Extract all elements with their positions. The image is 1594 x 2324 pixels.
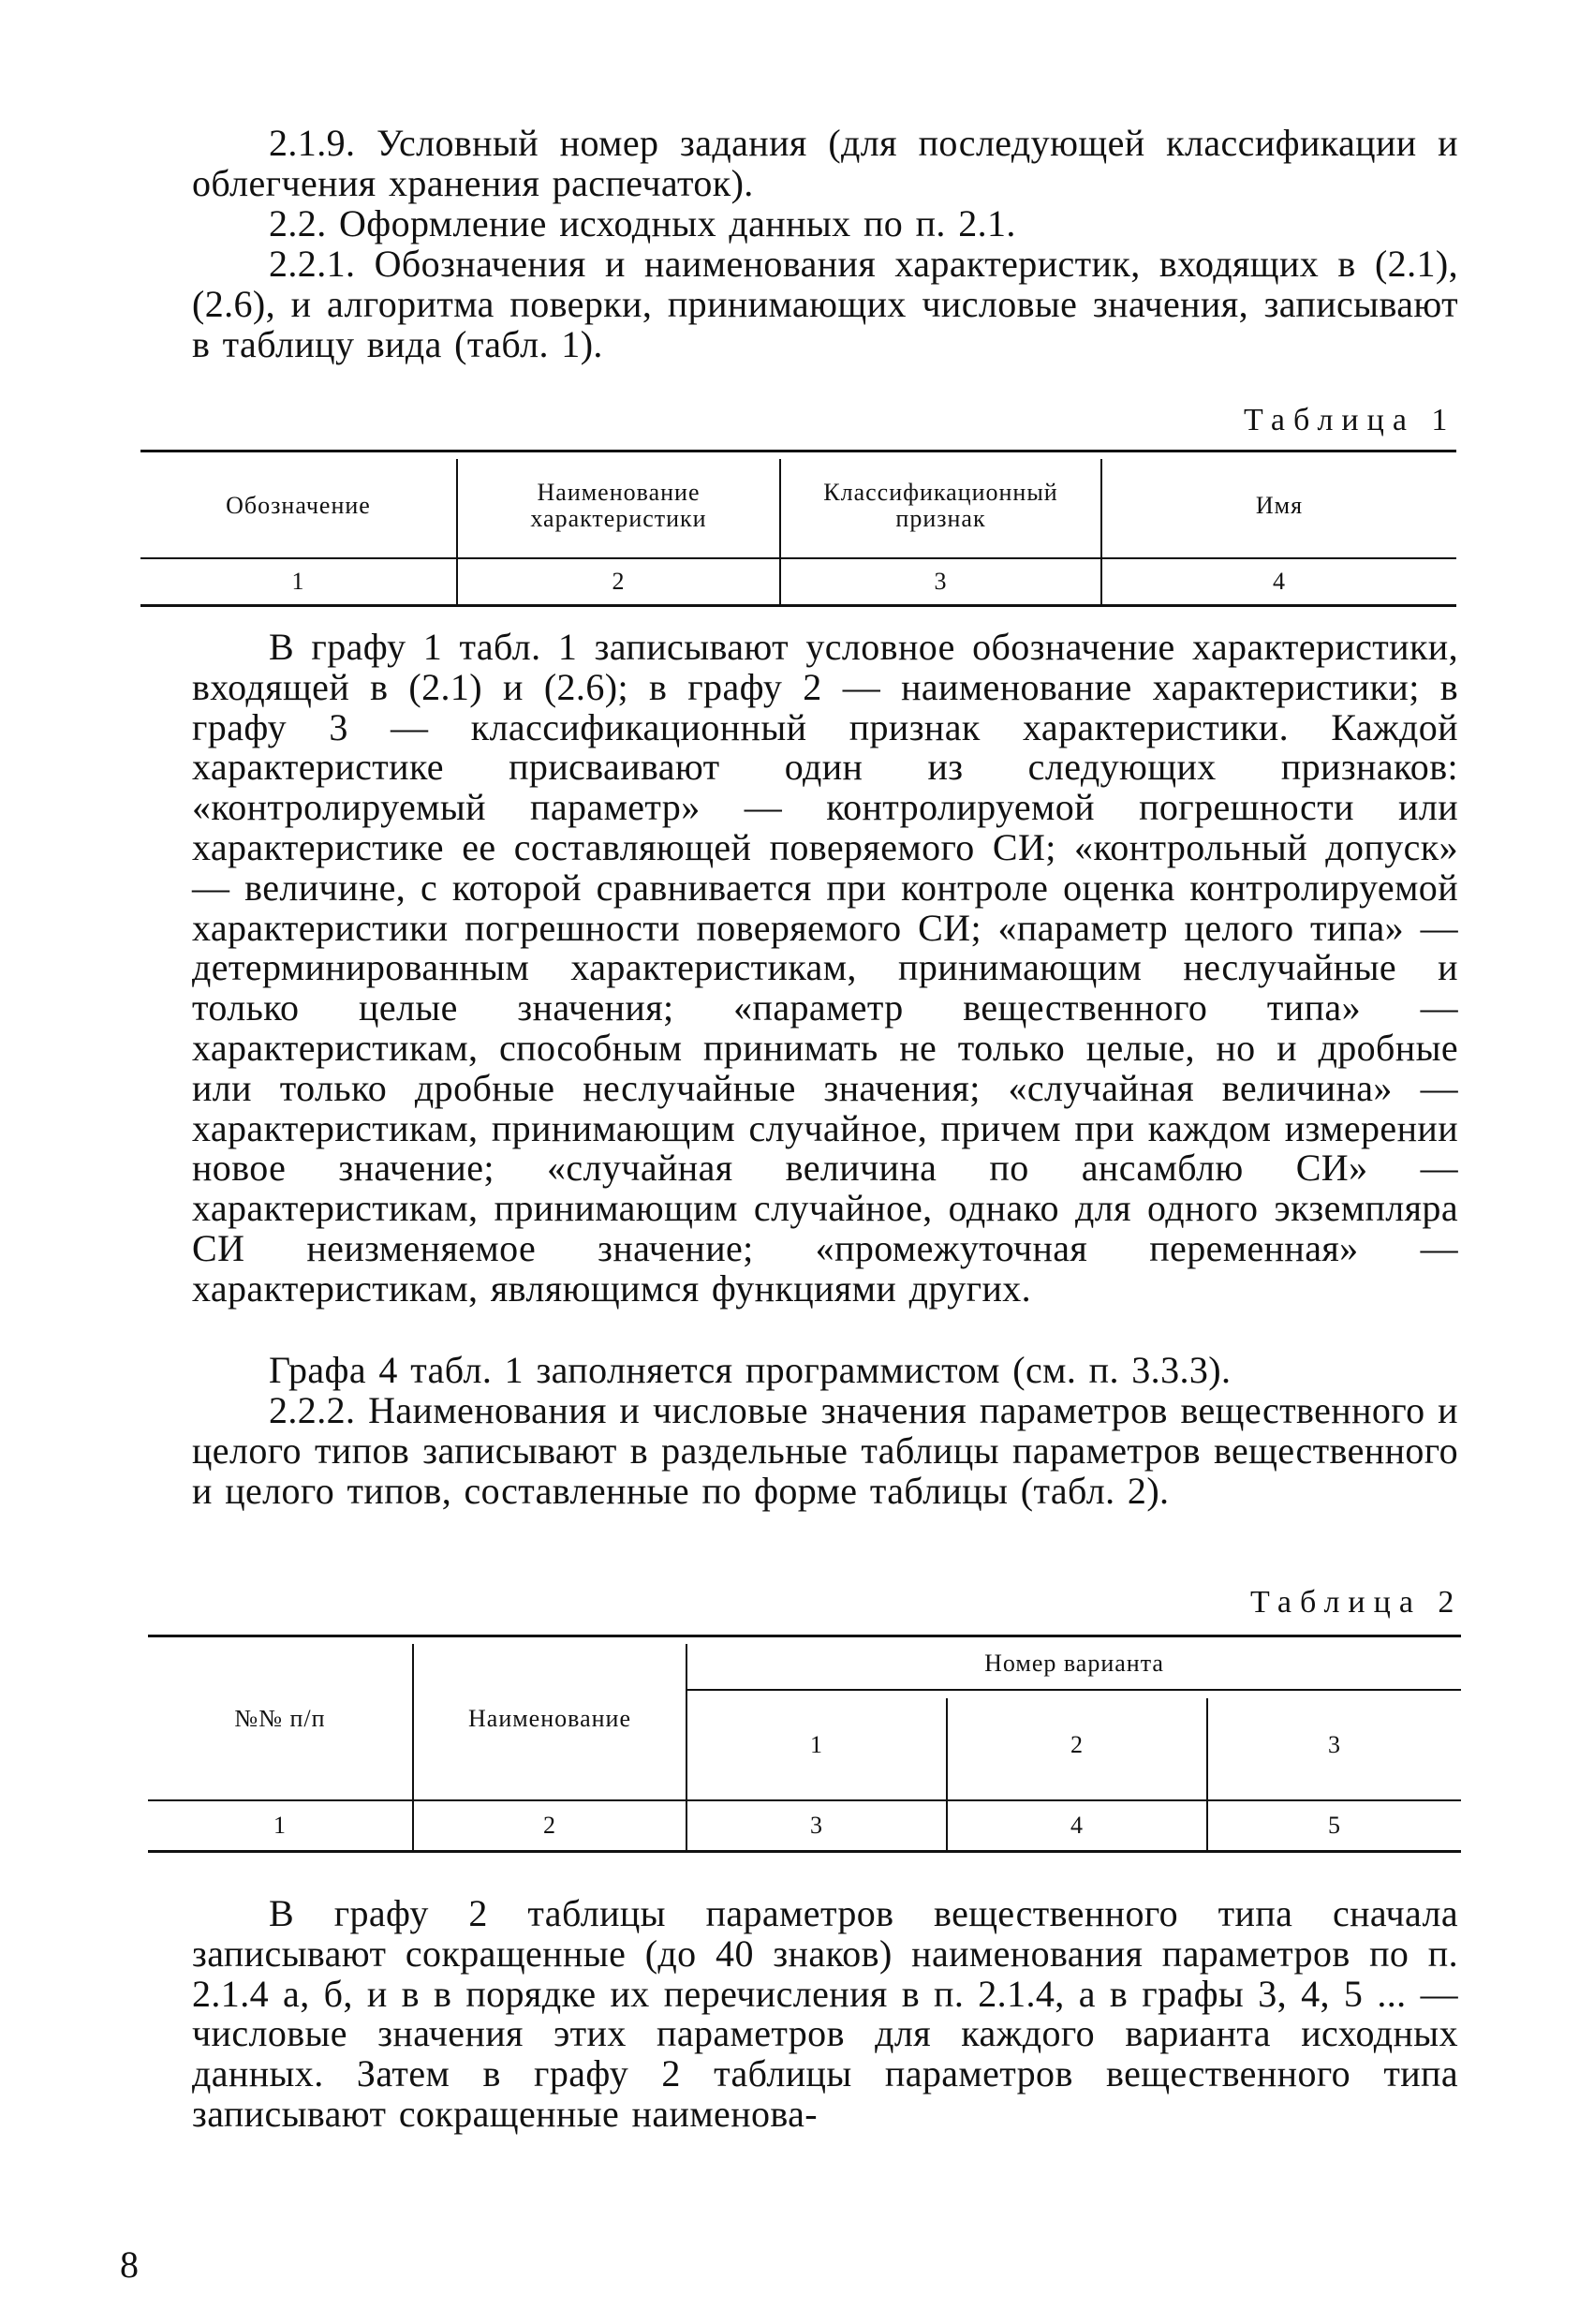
paragraph-2-2-2: 2.2.2. Наименования и числовые значения параметров вещественного и целого типов записывают в раздельные таблицы параметров вещественного и целого типов, составленные по форме таблицы (табл. 2). (192, 1389, 1458, 1512)
paragraph-real-type-params: В графу 2 таблицы параметров вещественного типа сначала записывают сокращенные (до 40 знаков) наименования параметров по п. 2.1.4 а, б, и в в порядке их перечисления в п. 2.1.4, а в графы 3, 4, 5 ... — числовые значения этих параметров для каждого варианта исходных данных. Затем в графу 2 таблицы параметров вещественного типа записывают сокращенные наименова- (192, 1892, 1458, 2135)
table-1-header-characteristic-name: Наименование характеристики (530, 478, 707, 532)
paragraph-2-2-1: 2.2.1. Обозначения и наименования характеристик, входящих в (2.1), (2.6), и алгоритма поверки, принимающих числовые значения, записывают в таблицу вида (табл. 1). (192, 243, 1458, 365)
table-2-column-number: 2 (543, 1812, 556, 1839)
table-1-column-number: 1 (291, 568, 305, 595)
table-2-header-variant: 3 (1328, 1731, 1341, 1758)
paragraph-graph-4: Графа 4 табл. 1 заполняется программистом (см. п. 3.3.3). (269, 1349, 1232, 1391)
table-2-header-variant: 1 (810, 1731, 823, 1758)
table-2-column-number: 5 (1328, 1812, 1341, 1839)
table-2-column-number: 4 (1070, 1812, 1084, 1839)
table-2-column-number: 1 (273, 1812, 287, 1839)
table-2-header-variant-group: Номер варианта (984, 1650, 1164, 1677)
page-number: 8 (120, 2243, 139, 2286)
table-1-column-number: 3 (934, 568, 948, 595)
table-1-caption: Таблица 1 (1244, 403, 1456, 437)
table-2-caption: Таблица 2 (1250, 1585, 1463, 1620)
paragraph-graph-1: В графу 1 табл. 1 записывают условное обозначение характеристики, входящей в (2.1) и (2.6); в графу 2 — наименование характеристики; в графу 3 — классификационный признак характеристики. Каждой характеристике присваивают один из следующих признаков: «контролируемый параметр» — контролируемой погрешности или характеристике ее составляющей поверяемого СИ; «контрольный допуск» — величине, с которой сравнивается при контроле оценка контролируемой характеристики погрешности поверяемого СИ; «параметр целого типа» — детерминированным характеристикам, принимающим неслучайные и только целые значения; «параметр вещественного типа» — характеристикам, способным принимать не только целые, но и дробные или только дробные неслучайные значения; «случайная величина» — характеристикам, принимающим случайное, причем при каждом измерении новое значение; «случайная величина по ансамблю СИ» — характеристикам, принимающим случайное, однако для одного экземпляра СИ неизменяемое значение; «промежуточная переменная» — характеристикам, являющимся функциями других. (192, 626, 1458, 1310)
table-1 (140, 450, 1456, 609)
table-1-column-number: 2 (612, 568, 626, 595)
table-1-header-classification: Классификационный признак (823, 478, 1058, 532)
table-1-header-designation: Обозначение (226, 491, 371, 519)
table-2-header-name: Наименование (468, 1705, 631, 1732)
table-2 (148, 1635, 1461, 1859)
table-1-column-number: 4 (1273, 568, 1286, 595)
table-2-header-variant: 2 (1070, 1731, 1084, 1758)
table-1-header-name: Имя (1255, 491, 1304, 519)
table-2-header-index: №№ п/п (234, 1705, 326, 1732)
paragraph-2-1-9: 2.1.9. Условный номер задания (для последующей классификации и облегчения хранения распечаток). (192, 122, 1458, 204)
paragraph-2-2: 2.2. Оформление исходных данных по п. 2.1. (269, 202, 1016, 244)
table-2-column-number: 3 (810, 1812, 823, 1839)
